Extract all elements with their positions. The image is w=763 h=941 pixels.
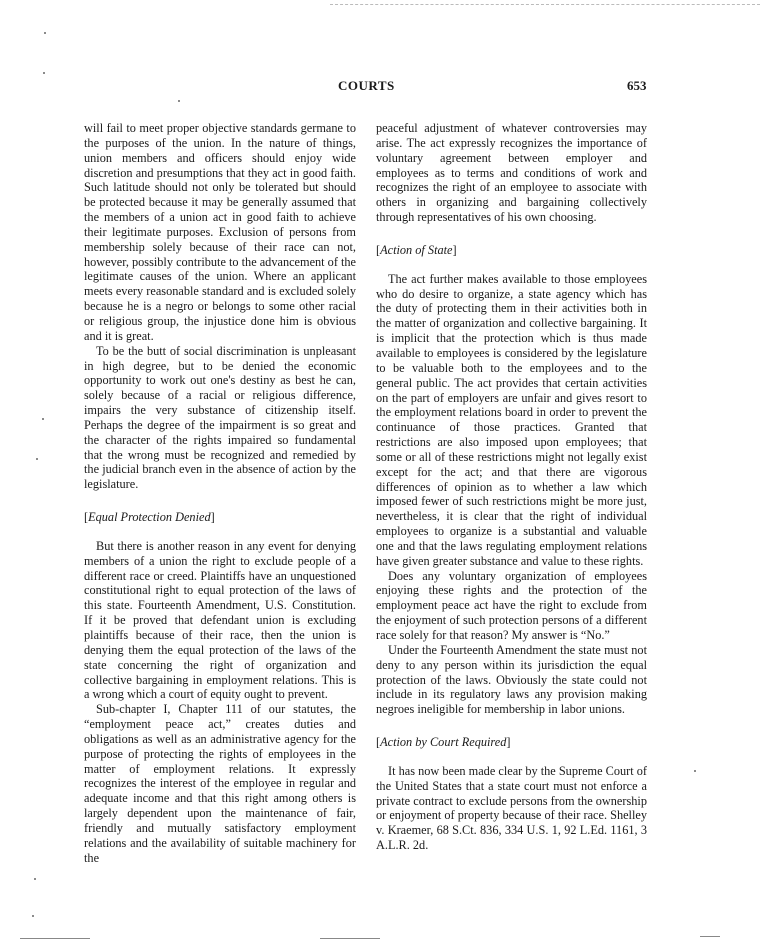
- scan-speck: [44, 32, 46, 34]
- left-paragraph-1: will fail to meet proper objective standards germane to the purposes of the union. In the nature of things, union members and officers should enjoy wide discretion and presumptions that they act in good faith. Such latitude should not only be tolerated but should be protected because it may be generally assumed that the members of a union act in good faith to achieve their legitimate purposes. Exclusion of persons from membership solely because of their race can not, however, possibly contribute to the advancement of the legitimate causes of the union. Where an applicant meets every reasonable standard and is excluded solely because he is a negro or belongs to some other racial or religious group, the injustice done him is obvious and it is great.: [84, 121, 357, 343]
- right-paragraph-5: It has now been made clear by the Supreme Court of the United States that a state court must not enforce a private contract to exclude persons from the ownership or enjoyment of property because of their race. Shelley v. Kraemer, 68 S.Ct. 836, 334 U.S. 1, 92 L.Ed. 1161, 3 A.L.R. 2d.: [376, 763, 647, 853]
- right-paragraph-4: Under the Fourteenth Amendment the state must not deny to any person within its jurisdiction the equal protection of the laws. Obviously the state could not include in its regulatory laws any provision making negroes ineligible for membership in labor unions.: [376, 642, 647, 717]
- right-paragraph-3: Does any voluntary organization of employees enjoying these rights and the protection of the employment peace act have the right to exclude from the enjoyment of such protection persons of a different race solely for that reason? My answer is “No.”: [376, 568, 647, 642]
- scan-edge-line: [330, 4, 760, 5]
- scan-bottom-line: [320, 938, 380, 939]
- section-heading-text: Equal Protection Denied: [88, 510, 211, 525]
- scan-speck: [42, 418, 44, 420]
- section-heading-action-by-court: [Action by Court Required]: [376, 735, 511, 750]
- scan-speck: [34, 878, 36, 880]
- section-heading-action-of-state: [Action of State]: [376, 242, 457, 257]
- scan-speck: [178, 100, 180, 102]
- scan-bottom-line: [700, 936, 720, 937]
- scan-speck: [36, 458, 38, 460]
- left-paragraph-2: To be the butt of social discrimination is unpleasant in high degree, but to be denied the economic opportunity to work out one's destiny as best he can, solely because of a racial or religious difference, impairs the very substance of citizenship itself. Perhaps the degree of the impairment is so great and the character of the rights impaired so fundamental that the wrong must be recognized and remedied by the judicial branch even in the absence of action by the legislature.: [84, 343, 356, 492]
- section-heading-text: Action by Court Required: [380, 735, 507, 750]
- running-head-title: COURTS: [338, 78, 395, 93]
- right-column: [376, 121, 647, 853]
- section-heading-equal-protection: [Equal Protection Denied]: [84, 510, 215, 525]
- left-paragraph-3: But there is another reason in any event for denying members of a union the right to exclude people of a different race or creed. Plaintiffs have an unquestioned constitutional right to equal protection of the laws of this state. Fourteenth Amendment, U.S. Constitution. If it be proved that defendant union is excluding plaintiffs because of their race, then the union is denying them the equal protection of the laws of the state concerning the right of organization and collective bargaining in employment relations. This is a wrong which a court of equity ought to prevent.: [84, 538, 356, 702]
- scan-speck: [43, 72, 45, 74]
- left-paragraph-4: Sub-chapter I, Chapter 111 of our statutes, the “employment peace act,” creates duties and obligations as well as an administrative agency for the purpose of protecting the rights of employees in the matter of employment relations. It expressly recognizes the interest of the employee in regular and adequate income and that this right among others is largely dependent upon the maintenance of fair, friendly and mutually satisfactory employment relations and the availability of suitable machinery for the: [84, 702, 356, 865]
- right-paragraph-2: The act further makes available to those employees who do desire to organize, a state agency which has the duty of protecting them in their activities both in the matter of organization and collective bargaining. It is implicit that the protection which is thus made available to employees is considered by the legislature to be valuable both to the employees and to the general public. The act provides that certain activities on the part of employers are unfair and gives resort to the employment relations board in order to prevent the continuance of those practices. Granted that restrictions are also imposed upon employees; that some or all of these restrictions might not legally exist except for the act; and that there are vigorous differences of opinion as to whether a law which imposed fewer of such restrictions might be more just, nevertheless, it is clear that the right of individual employees to organize is a substantial and valuable one and that the laws regulating employment relations have given greater substance and value to these rights.: [376, 271, 647, 568]
- running-head: [0, 78, 763, 98]
- section-heading-text: Action of State: [380, 242, 453, 257]
- scan-speck: [32, 915, 34, 917]
- right-paragraph-1: peaceful adjustment of whatever controversies may arise. The act expressly recognizes the importance of voluntary agreement between employer and employees as to terms and conditions of work and recognizes the right of an employee to associate with others in organizing and bargaining collectively through representatives of his own choosing.: [376, 121, 647, 225]
- page-number: 653: [627, 78, 647, 93]
- scan-bottom-line: [20, 938, 90, 939]
- scan-speck: [694, 770, 696, 772]
- left-column: [84, 121, 356, 866]
